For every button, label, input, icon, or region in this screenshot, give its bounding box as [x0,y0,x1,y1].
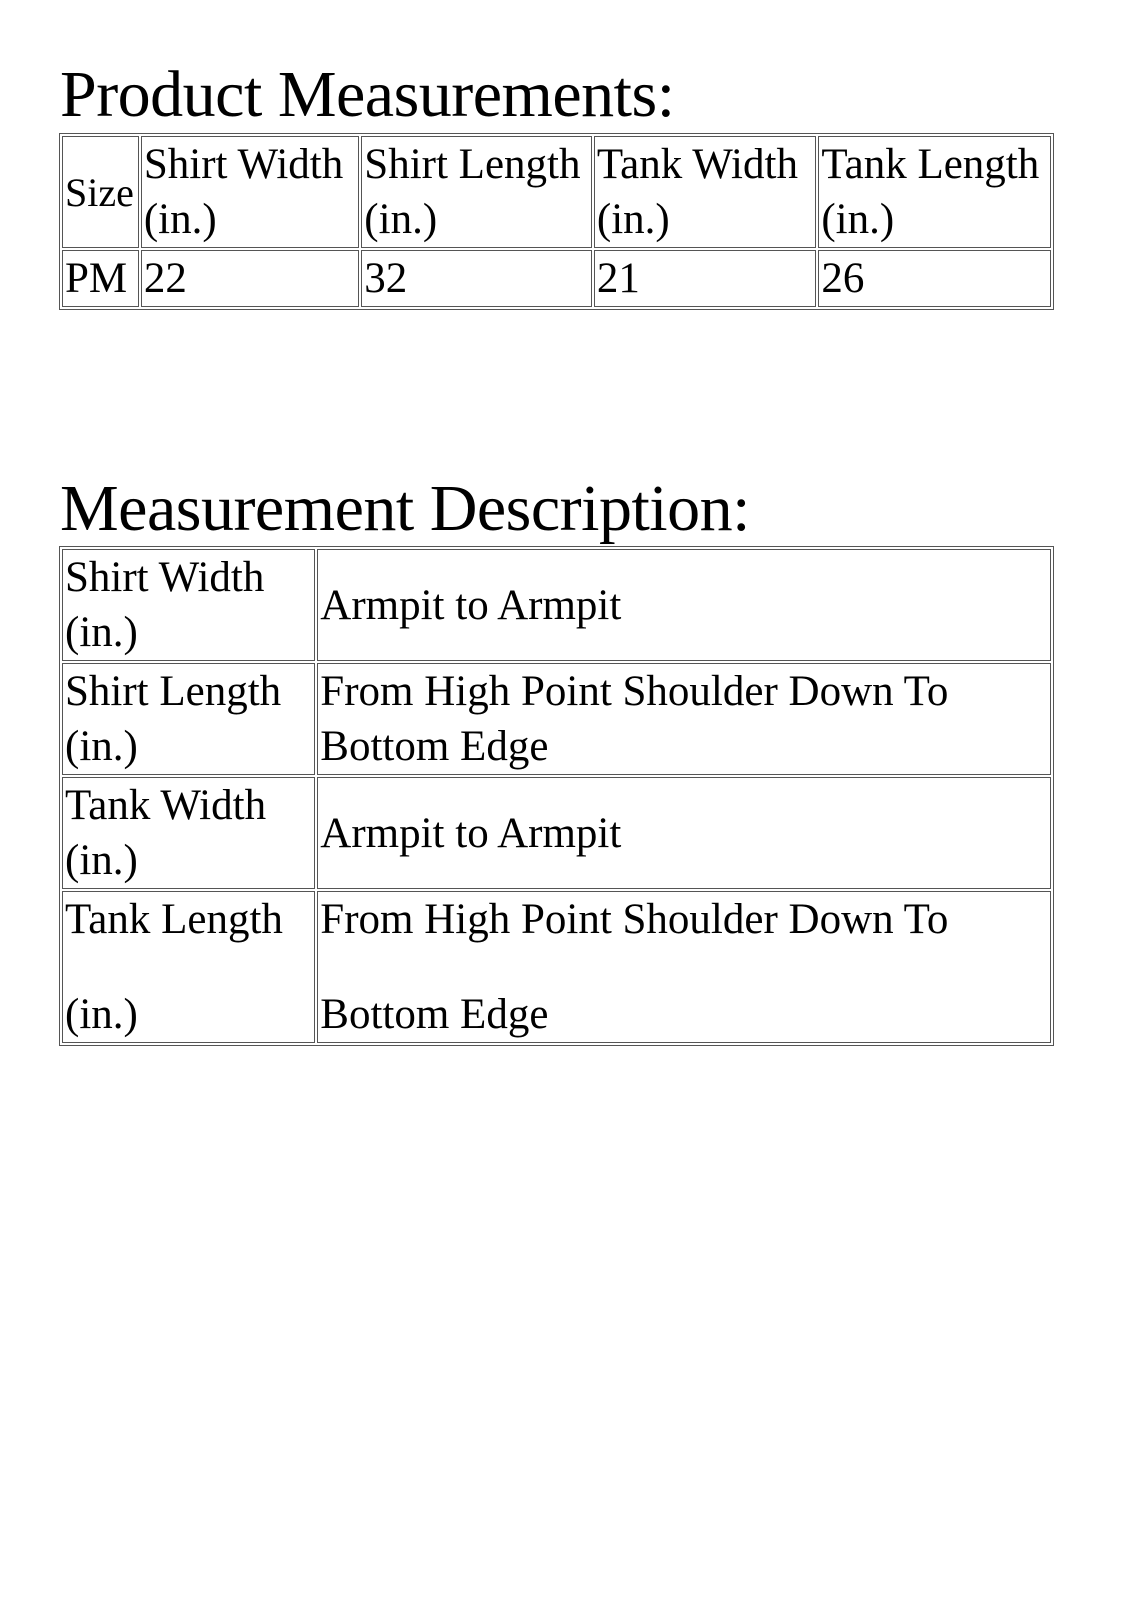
description-cell: Armpit to Armpit [317,549,1051,661]
table-row [62,663,1051,775]
description-cell [317,891,1051,1043]
term-unit-text: (in.) [65,991,138,1038]
product-measurements-title: Product Measurements: [60,58,675,131]
table-row [62,250,1051,307]
cell-size: PM [62,250,139,307]
term-cell [62,891,315,1043]
term-text: Tank Length [65,896,283,943]
measurement-description-table [59,546,1054,1046]
table-header-row [62,136,1051,248]
header-cell-tank-length: Tank Length (in.) [818,136,1051,248]
header-cell-size: Size [62,136,139,248]
header-cell-tank-width: Tank Width (in.) [594,136,816,248]
header-cell-shirt-length: Shirt Length (in.) [361,136,592,248]
description-cell: From High Point Shoulder Down To Bottom Edge [317,663,1051,775]
term-cell: Shirt Width (in.) [62,549,315,661]
cell-tank-length: 26 [818,250,1051,307]
description-cell: Armpit to Armpit [317,777,1051,889]
table-row [62,549,1051,661]
cell-shirt-length: 32 [361,250,592,307]
table-row [62,777,1051,889]
term-cell: Shirt Length (in.) [62,663,315,775]
description-text: From High Point Shoulder Down To [320,896,949,943]
header-cell-shirt-width: Shirt Width (in.) [141,136,359,248]
cell-tank-width: 21 [594,250,816,307]
measurement-description-title: Measurement Description: [60,472,750,545]
cell-shirt-width: 22 [141,250,359,307]
product-measurements-table [59,133,1054,310]
description-continuation-text: Bottom Edge [320,991,549,1038]
term-cell: Tank Width (in.) [62,777,315,889]
table-row [62,891,1051,1043]
